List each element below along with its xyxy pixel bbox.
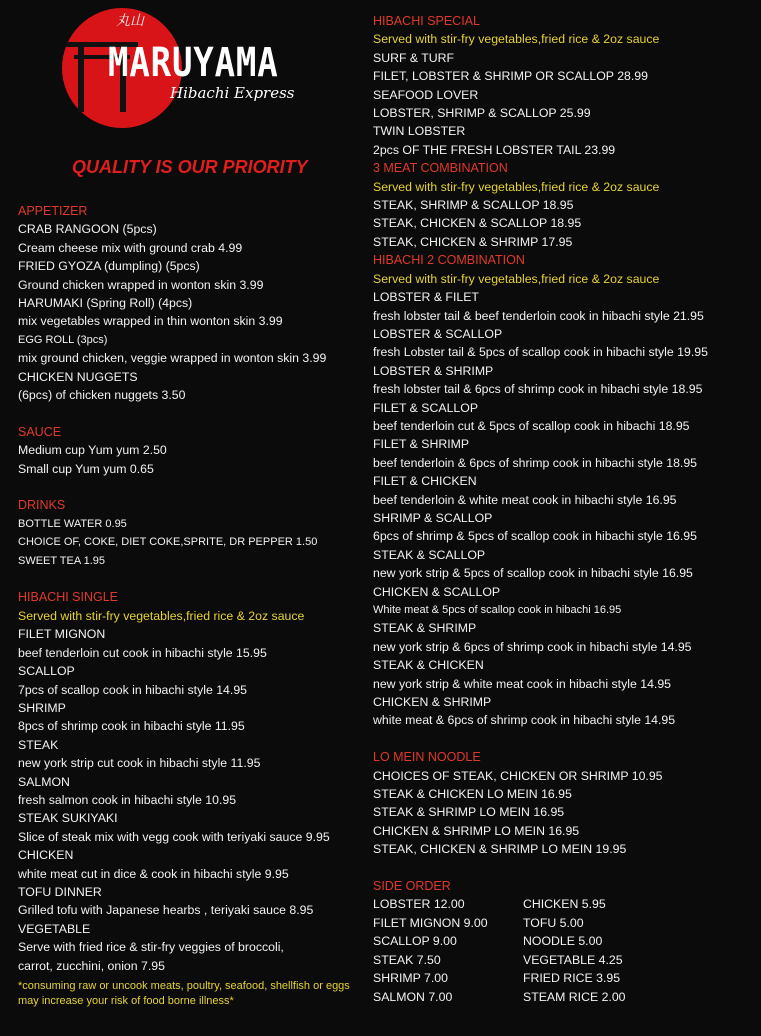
section-note: Served with stir-fry vegetables,fried rice & 2oz sauce xyxy=(373,32,660,47)
menu-line: 7pcs of scallop cook in hibachi style 14.95 xyxy=(18,682,247,697)
menu-line: CHICKEN & SHRIMP xyxy=(373,695,492,710)
menu-line: STEAK 7.50 xyxy=(373,952,441,967)
menu-line: VEGETABLE 4.25 xyxy=(523,952,623,967)
section-note: Served with stir-fry vegetables,fried rice & 2oz sauce xyxy=(18,608,305,623)
menu-line: fresh lobster tail & 6pcs of shrimp cook in hibachi style 18.95 xyxy=(373,382,703,397)
menu-line: fresh salmon cook in hibachi style 10.95 xyxy=(18,792,237,807)
menu-line: Ground chicken wrapped in wonton skin 3.99 xyxy=(18,277,264,292)
menu-line: SCALLOP xyxy=(18,664,75,679)
menu-line: SHRIMP 7.00 xyxy=(373,971,448,986)
menu-line: BOTTLE WATER 0.95 xyxy=(18,517,127,530)
menu-line: Slice of steak mix with vegg cook with teriyaki sauce 9.95 xyxy=(18,829,330,844)
menu-line: Cream cheese mix with ground crab 4.99 xyxy=(18,240,243,255)
menu-line: STEAM RICE 2.00 xyxy=(523,989,626,1004)
menu-line: new york strip cut cook in hibachi style 11.95 xyxy=(18,756,261,771)
menu-line: LOBSTER, SHRIMP & SCALLOP 25.99 xyxy=(373,106,591,121)
menu-line: SWEET TEA 1.95 xyxy=(18,554,106,567)
menu-line: new york strip & 6pcs of shrimp cook in hibachi style 14.95 xyxy=(373,639,692,654)
menu-line: STEAK & SHRIMP LO MEIN 16.95 xyxy=(373,805,565,820)
menu-line: CHOICES OF STEAK, CHICKEN OR SHRIMP 10.95 xyxy=(373,768,663,783)
menu-line: SALMON xyxy=(18,774,70,789)
menu-left-column xyxy=(18,202,368,1009)
menu-line: Serve with fried rice & stir-fry veggies of broccoli, xyxy=(18,940,284,955)
section-note: Served with stir-fry vegetables,fried rice & 2oz sauce xyxy=(373,179,660,194)
logo-kanji: 丸山 xyxy=(116,13,144,29)
menu-line: new york strip & white meat cook in hibachi style 14.95 xyxy=(373,676,672,691)
menu-line: beef tenderloin & 6pcs of shrimp cook in hibachi style 18.95 xyxy=(373,455,698,470)
menu-line: 6pcs of shrimp & 5pcs of scallop cook in hibachi style 16.95 xyxy=(373,529,697,544)
section-title: HIBACHI 2 COMBINATION xyxy=(373,253,525,268)
menu-line: STEAK, SHRIMP & SCALLOP 18.95 xyxy=(373,198,574,213)
menu-line: beef tenderloin cut & 5pcs of scallop cook in hibachi 18.95 xyxy=(373,418,690,433)
menu-line: Small cup Yum yum 0.65 xyxy=(18,461,154,476)
menu-line: CHICKEN xyxy=(18,848,74,863)
tagline: QUALITY IS OUR PRIORITY xyxy=(72,157,308,177)
menu-line: (6pcs) of chicken nuggets 3.50 xyxy=(18,388,186,403)
menu-line: CHICKEN & SHRIMP LO MEIN 16.95 xyxy=(373,823,580,838)
menu-line: fresh lobster tail & beef tenderloin cook in hibachi style 21.95 xyxy=(373,308,704,323)
menu-line: Grilled tofu with Japanese hearbs , teriyaki sauce 8.95 xyxy=(18,903,314,918)
menu-line: FILET & CHICKEN xyxy=(373,474,477,489)
section-title: 3 MEAT COMBINATION xyxy=(373,161,508,176)
menu-line: CRAB RANGOON (5pcs) xyxy=(18,222,157,237)
section-title: HIBACHI SINGLE xyxy=(18,590,119,605)
food-safety-warning: *consuming raw or uncook meats, poultry, seafood, shellfish or eggs may increase your risk of food borne illness* xyxy=(18,980,350,1008)
menu-line: 8pcs of shrimp cook in hibachi style 11.95 xyxy=(18,719,245,734)
menu-right-column xyxy=(373,12,758,1005)
menu-line: White meat & 5pcs of scallop cook in hibachi 16.95 xyxy=(373,604,622,616)
appetizer-section xyxy=(18,202,368,404)
menu-line: SALMON 7.00 xyxy=(373,989,453,1004)
menu-line: white meat cut in dice & cook in hibachi style 9.95 xyxy=(18,866,289,881)
menu-line: STEAK, CHICKEN & SHRIMP LO MEIN 19.95 xyxy=(373,842,627,857)
menu-line: LOBSTER & SHRIMP xyxy=(373,363,494,378)
menu-line: beef tenderloin cut cook in hibachi style 15.95 xyxy=(18,645,267,660)
menu-line: TOFU DINNER xyxy=(18,884,102,899)
menu-line: LOBSTER & SCALLOP xyxy=(373,326,503,341)
logo-name: MARUYAMA xyxy=(108,40,279,86)
menu-line: EGG ROLL (3pcs) xyxy=(18,333,108,346)
menu-line: mix vegetables wrapped in thin wonton skin 3.99 xyxy=(18,314,283,329)
menu-line: SHRIMP & SCALLOP xyxy=(373,510,493,525)
menu-line: STEAK & CHICKEN xyxy=(373,658,484,673)
menu-line: STEAK xyxy=(18,737,59,752)
menu-line: Medium cup Yum yum 2.50 xyxy=(18,443,167,458)
menu-line: CHOICE OF, COKE, DIET COKE,SPRITE, DR PEPPER 1.50 xyxy=(18,536,318,549)
drinks-section xyxy=(18,496,368,570)
logo-subtitle: Hibachi Express xyxy=(170,84,295,102)
menu-line: beef tenderloin & white meat cook in hibachi style 16.95 xyxy=(373,492,677,507)
sauce-section xyxy=(18,423,368,478)
section-title: LO MEIN NOODLE xyxy=(373,750,481,765)
side-order-left-list xyxy=(373,895,488,1005)
menu-line: FILET & SHRIMP xyxy=(373,437,470,452)
menu-line: CHICKEN NUGGETS xyxy=(18,369,138,384)
hibachi-single-section xyxy=(18,588,368,975)
section-title: DRINKS xyxy=(18,498,66,513)
menu-line: LOBSTER 12.00 xyxy=(373,897,465,912)
menu-line: STEAK & SCALLOP xyxy=(373,547,486,562)
section-title: SAUCE xyxy=(18,424,62,439)
menu-line: TWIN LOBSTER xyxy=(373,124,466,139)
menu-line: FILET & SCALLOP xyxy=(373,400,479,415)
menu-line: TOFU 5.00 xyxy=(523,915,584,930)
menu-line: SURF & TURF xyxy=(373,50,455,65)
menu-line: STEAK & CHICKEN LO MEIN 16.95 xyxy=(373,787,572,802)
menu-line: FILET MIGNON xyxy=(18,627,106,642)
menu-line: new york strip & 5pcs of scallop cook in hibachi style 16.95 xyxy=(373,566,693,581)
menu-line: STEAK & SHRIMP xyxy=(373,621,477,636)
hibachi-special-section xyxy=(373,12,758,159)
section-title: HIBACHI SPECIAL xyxy=(373,14,480,28)
menu-line: CHICKEN & SCALLOP xyxy=(373,584,501,599)
menu-line: STEAK, CHICKEN & SCALLOP 18.95 xyxy=(373,216,582,231)
restaurant-logo xyxy=(58,4,338,129)
menu-line: FRIED GYOZA (dumpling) (5pcs) xyxy=(18,259,200,274)
menu-line: mix ground chicken, veggie wrapped in wonton skin 3.99 xyxy=(18,351,327,366)
lo-mein-section xyxy=(373,748,758,858)
menu-line: SHRIMP xyxy=(18,700,66,715)
menu-line: FRIED RICE 3.95 xyxy=(523,971,621,986)
menu-line: white meat & 6pcs of shrimp cook in hibachi style 14.95 xyxy=(373,713,676,728)
menu-line: FILET MIGNON 9.00 xyxy=(373,915,488,930)
menu-line: FILET, LOBSTER & SHRIMP OR SCALLOP 28.99 xyxy=(373,69,648,84)
menu-line: STEAK, CHICKEN & SHRIMP 17.95 xyxy=(373,234,573,249)
three-meat-section xyxy=(373,159,758,251)
section-note: Served with stir-fry vegetables,fried rice & 2oz sauce xyxy=(373,271,660,286)
menu-line: CHICKEN 5.95 xyxy=(523,897,606,912)
two-combo-section xyxy=(373,251,758,730)
menu-line: LOBSTER & FILET xyxy=(373,290,479,305)
side-order-section xyxy=(373,877,758,1005)
menu-line: HARUMAKI (Spring Roll) (4pcs) xyxy=(18,296,193,311)
menu-line: 2pcs OF THE FRESH LOBSTER TAIL 23.99 xyxy=(373,142,616,157)
menu-line: fresh Lobster tail & 5pcs of scallop cook in hibachi style 19.95 xyxy=(373,345,708,360)
menu-line: VEGETABLE xyxy=(18,921,91,936)
menu-line: STEAK SUKIYAKI xyxy=(18,811,118,826)
menu-line: SCALLOP 9.00 xyxy=(373,934,457,949)
menu-line: SEAFOOD LOVER xyxy=(373,87,479,102)
menu-line: NOODLE 5.00 xyxy=(523,934,603,949)
section-title: SIDE ORDER xyxy=(373,879,451,894)
side-order-right-list xyxy=(523,895,626,1005)
menu-line: carrot, zucchini, onion 7.95 xyxy=(18,958,165,973)
section-title: APPETIZER xyxy=(18,204,88,218)
